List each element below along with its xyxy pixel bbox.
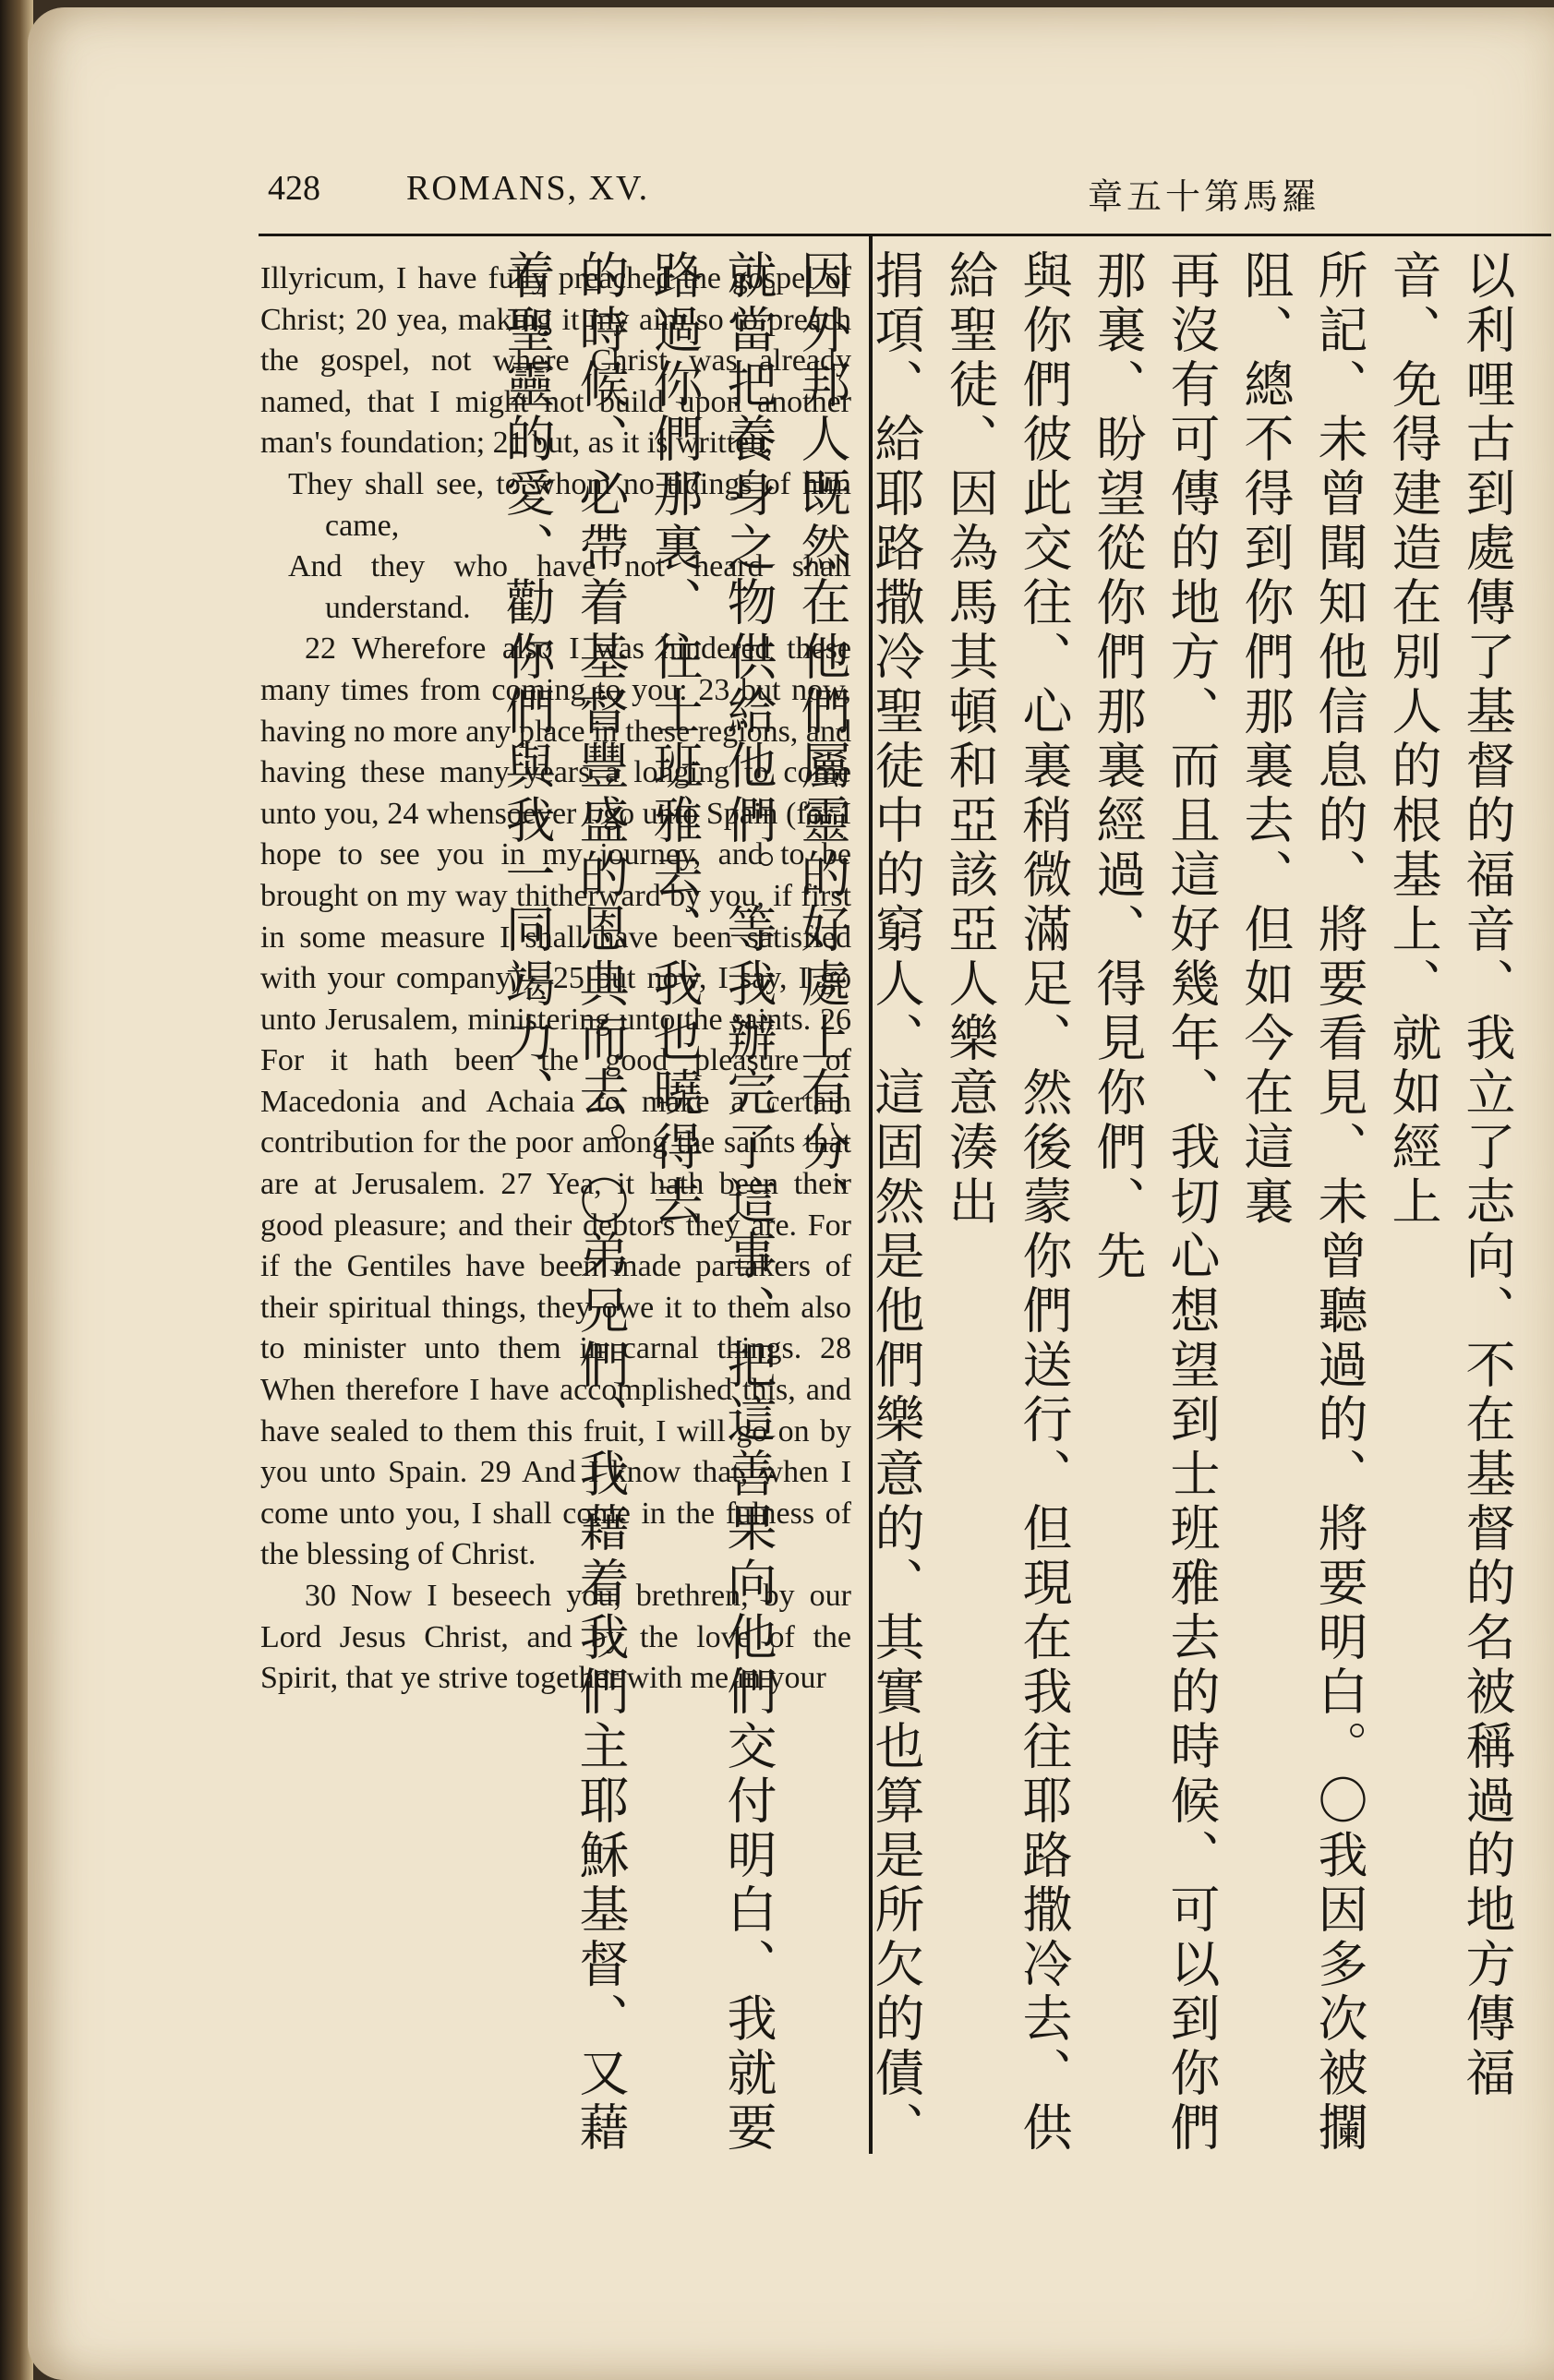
chinese-column: 就當把養身之物供給他們。等我辦完了這事、把這善果向他們交付明白、我就要路過你們那裏、往士班雅去、我也曉得去 <box>645 249 777 2156</box>
chinese-column: 以利哩古到處傳了基督的福音、我立了志向、不在基督的名被稱過的地方傳福音、免得建造在別人的根基上、就如經上 <box>1384 249 1516 2101</box>
english-poem-line: They shall see, to whom no tidings of him came, <box>288 466 851 543</box>
page-number: 428 <box>268 169 320 208</box>
english-paragraph: 22 Wherefore also I was hindered these many times from coming to you: 23 but now, having no more any place in these regions, and having these many years a longing to come unto you, 24 whensoever I go unto Spain (for I hope to see you in my journey, and to be brought on my way thitherward by you, if first in some measure I shall have been satisfied with your company)—25 but now, I say, I go unto Jerusalem, ministering unto the saints. 26 For it hath been the good pleasure of Macedonia and Achaia to make a certain contribution for the poor among the saints that are at Jerusalem. 27 Yea, it hath been their good pleasure; and their debtors they are. For if the Gentiles have been made partakers of their spiritual things, they owe it to them also to minister unto them in carnal things. 28 When therefore I have accomplished this, and have sealed to them this fruit, I will go on by you unto Spain. 29 And I know that, when I come unto you, I shall come in the fulness of the blessing of Christ. <box>260 631 851 1572</box>
chinese-running-title: 章五十第馬羅 <box>1087 176 1320 217</box>
chinese-column: 捐項、給耶路撒冷聖徒中的窮人、這固然是他們樂意的、其實也算是所欠的債、因外邦人既然在他們屬靈的好處上有分、 <box>793 249 925 2156</box>
chinese-column: 再沒有可傳的地方、而且這好幾年、我切心想望到士班雅去的時候、可以到你們那裏、盼望從你們那裏經過、得見你們、先 <box>1089 249 1221 2156</box>
chinese-column: 所記、未曾聞知他信息的、將要看見、未曾聽過的、將要明白。〇我因多次被攔阻、總不得到你們那裏去、但如今在這裏 <box>1236 249 1368 2156</box>
english-paragraph: Illyricum, I have fully preached the gospel of Christ; 20 yea, making it my aim so to preach the gospel, not where Christ was already named, that I might not build upon another man's foundation; 21 but, as it is written, <box>260 261 851 461</box>
page-header <box>231 168 1320 223</box>
header-rule <box>259 234 1551 236</box>
english-poem-line: And they who have not heard shall understand. <box>288 549 851 625</box>
chinese-column: 的時候、必帶着基督豐盛的恩典而去。〇弟兄們、我藉着我們主耶穌基督、又藉着聖靈的愛、勸你們與我一同竭力、 <box>498 249 630 2156</box>
running-title: ROMANS, XV. <box>406 169 650 208</box>
chinese-column: 與你們彼此交往、心裏稍微滿足、然後蒙你們送行、但現在我往耶路撒冷去、供給聖徒、因為馬其頓和亞該亞人樂意湊出 <box>941 249 1073 2156</box>
english-paragraph: 30 Now I beseech you, brethren, by our Lord Jesus Christ, and by the love of the Spirit, that ye strive together with me in your <box>260 1579 851 1696</box>
